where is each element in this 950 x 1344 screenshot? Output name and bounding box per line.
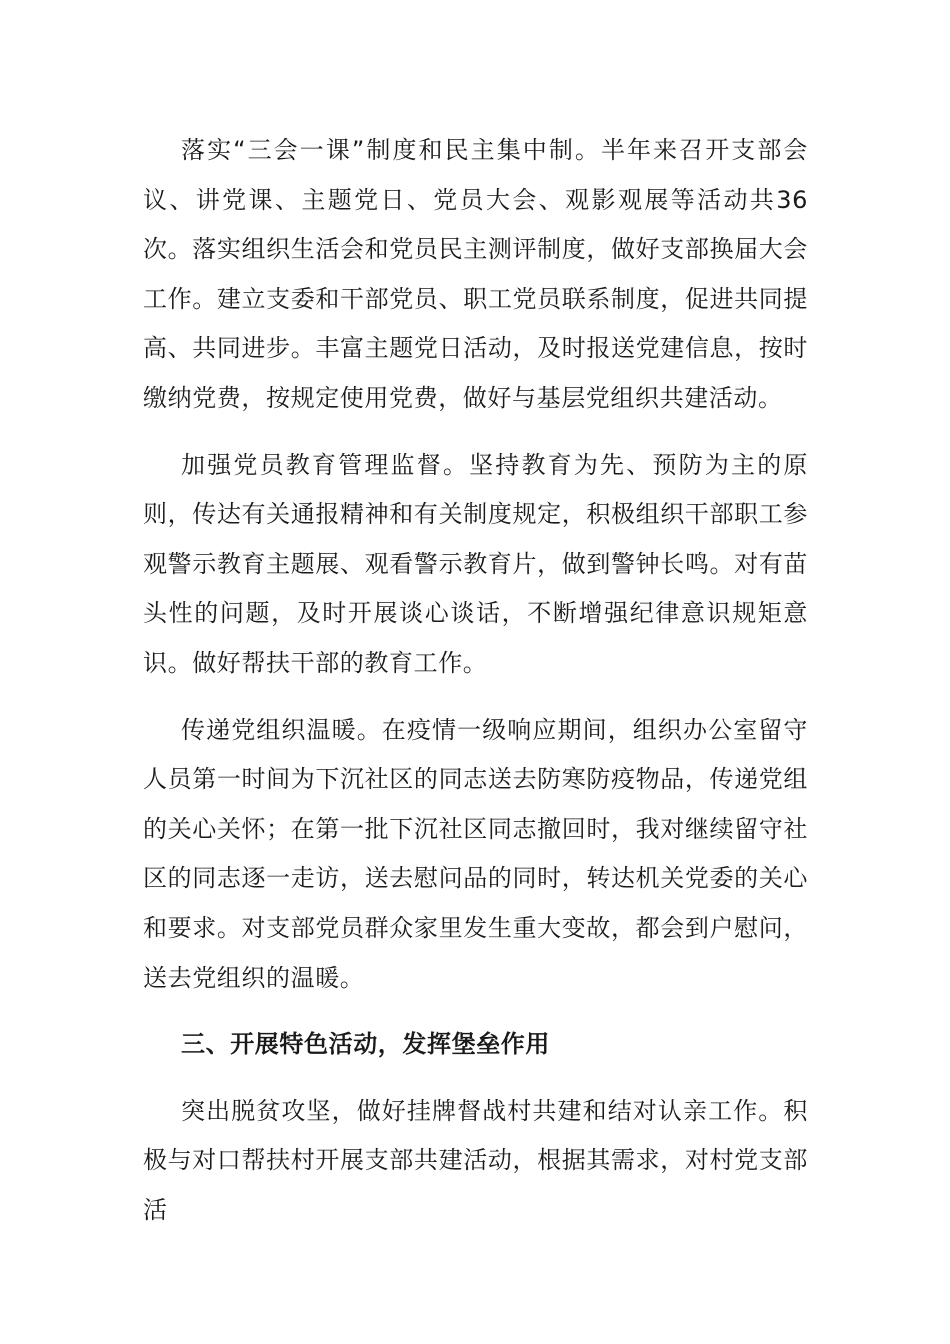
document-body (143, 126, 808, 1235)
paragraph-party-warmth: 传递党组织温暖。在疫情一级响应期间，组织办公室留守人员第一时间为下沉社区的同志送去防寒防疫物品，传递党组的关心关怀；在第一批下沉社区同志撤回时，我对继续留守社区的同志逐一走访，送去慰问品的同时，转达机关党委的关心和要求。对支部党员群众家里发生重大变故，都会到户慰问，送去党组织的温暖。 (143, 715, 808, 992)
paragraph-gap (143, 424, 808, 441)
paragraph-poverty-alleviation: 突出脱贫攻坚，做好挂牌督战村共建和结对认亲工作。积极与对口帮扶村开展支部共建活动，根据其需求，对村党支部活 (143, 1096, 808, 1224)
paragraph-gap (143, 1070, 808, 1087)
paragraph-gap (143, 1003, 808, 1020)
paragraph-education-supervision: 加强党员教育管理监督。坚持教育为先、预防为主的原则，传达有关通报精神和有关制度规定，积极组织干部职工参观警示教育主题展、观看警示教育片，做到警钟长鸣。对有苗头性的问题，及时开展谈心谈话，不断增强纪律意识规矩意识。做好帮扶干部的教育工作。 (143, 450, 808, 677)
section-heading: 三、开展特色活动，发挥堡垒作用 (181, 1030, 550, 1059)
paragraph-three-meetings: 落实“三会一课”制度和民主集中制。半年来召开支部会议、讲党课、主题党日、党员大会、观影观展等活动共36次。落实组织生活会和党员民主测评制度，做好支部换届大会工作。建立支委和干部党员、职工党员联系制度，促进共同提高、共同进步。丰富主题党日活动，及时报送党建信息，按时缴纳党费，按规定使用党费，做好与基层党组织共建活动。 (143, 136, 808, 412)
paragraph-gap (143, 689, 808, 706)
